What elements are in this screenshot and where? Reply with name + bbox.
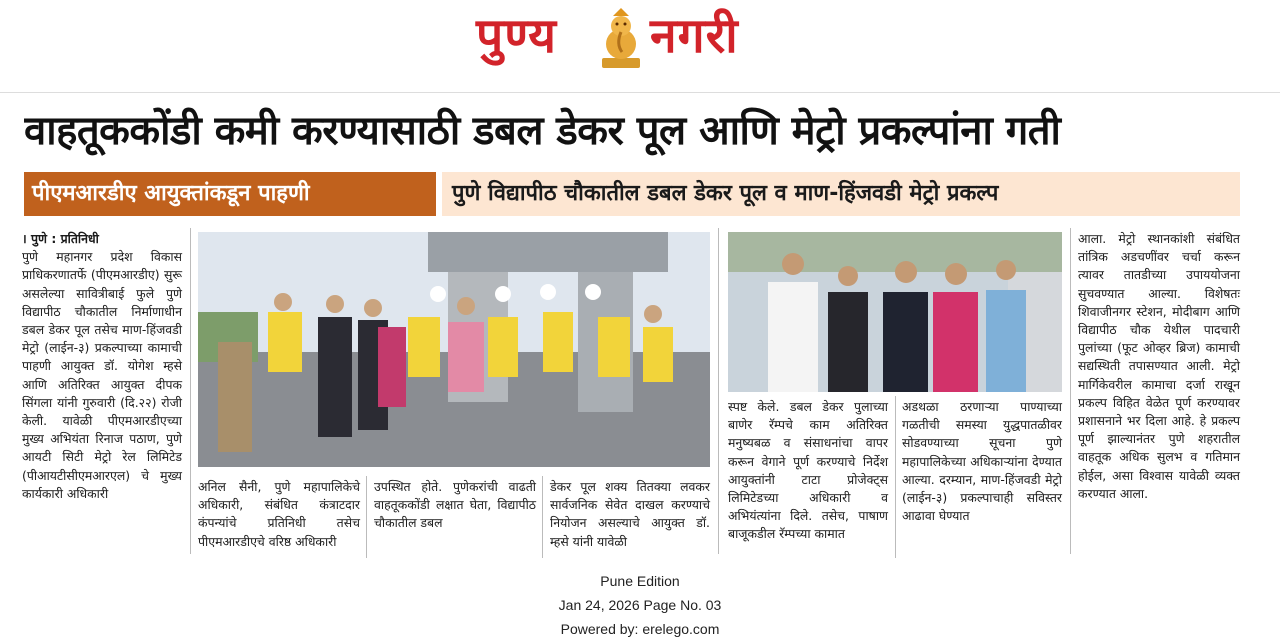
logo-text-right: नगरी: [650, 8, 739, 64]
article-column-3: [374, 478, 536, 558]
article-column-1: [22, 230, 182, 550]
headline: वाहतूककोंडी कमी करण्यासाठी डबल डेकर पूल आणि मेट्रो प्रकल्पांना गती: [24, 108, 1061, 154]
masthead: [0, 0, 1280, 80]
column-divider: [366, 476, 367, 558]
article-col6-text: अडथळा ठरणाऱ्या पाण्याच्या गळतीची समस्या युद्धपातळीवर सोडवण्याच्या सूचना पुणे महापालिकेच्या अधिकाऱ्यांना देण्यात आल्या. दरम्यान, माण-हिंजवडी मेट्रो (लाईन-३) प्रकल्पाचाही सविस्तर आढावा घेण्यात: [902, 399, 1062, 524]
article-column-2: [198, 478, 360, 558]
article-column-7: [1078, 230, 1240, 556]
article-dateline: । पुणे : प्रतिनिधी: [22, 231, 99, 246]
photo-site-inspection-bridge: [198, 232, 710, 467]
kicker-left: पीएमआरडीए आयुक्तांकडून पाहणी: [24, 172, 436, 216]
column-divider: [542, 476, 543, 558]
newspaper-logo: [470, 2, 810, 76]
article-col7-text: आला. मेट्रो स्थानकांशी संबंधित तांत्रिक अडचणींवर चर्चा करून त्यावर तातडीच्या उपाययोजना सुचवण्यात आल्या. विशेषतः शिवाजीनगर स्टेशन, मोदीबाग आणि विद्यापीठ चौक येथील पादचारी पुलांच्या (फूट ओव्हर ब्रिज) कामाची सद्यस्थिती तपासण्यात आली. मेट्रो मार्गिकेवरील कामाचा दर्जा राखून प्रकल्प विहित वेळेत पूर्ण करण्यावर प्रशासनाने भर दिला आहे. हे प्रकल्प पूर्ण झाल्यानंतर पुणे शहरातील वाहतूक अधिक सुलभ व गतिमान होईल, असा विश्वास यावेळी व्यक्त करण्यात आला.: [1078, 231, 1240, 501]
footer-powered-by: Powered by: erelego.com: [560, 621, 720, 637]
column-divider: [1070, 228, 1071, 554]
article-column-4: [550, 478, 710, 558]
footer-edition: Pune Edition: [600, 573, 680, 589]
logo-text-left: पुण्य: [476, 8, 557, 64]
article-col2-text: अनिल सैनी, पुणे महापालिकेचे अधिकारी, संबंधित कंत्राटदार कंपन्यांचे प्रतिनिधी तसेच पीएमआरडीएचे वरिष्ठ अधिकारी: [198, 479, 360, 549]
ganesha-emblem-icon: [598, 6, 644, 72]
footer-date-page: Jan 24, 2026 Page No. 03: [558, 597, 722, 613]
article-col1-text: पुणे महानगर प्रदेश विकास प्राधिकरणातर्फे (पीएमआरडीए) सुरू असलेल्या सावित्रीबाई फुले पुणे विद्यापीठ चौकातील निर्माणाधीन डबल डेकर पूल तसेच माण-हिंजवडी मेट्रो (लाईन-३) प्रकल्पाच्या कामाची पाहणी आयुक्त डॉ. योगेश म्हसे आणि अतिरिक्त आयुक्त दीपक सिंगला यांनी गुरुवारी (दि.२२) रोजी केली. यावेळी पीएमआरडीएच्या मुख्य अभियंता रिनाज पठाण, पुणे आयटी सिटी मेट्रो रेल लिमिटेड (पीआयटीसीएमआरएल) चे मुख्य कार्यकारी अधिकारी: [22, 249, 182, 501]
kicker-row: [24, 172, 1240, 216]
clip-divider: [0, 92, 1280, 93]
column-divider: [895, 396, 896, 558]
column-divider: [718, 228, 719, 554]
article-col3-text: उपस्थित होते. पुणेकरांची वाढती वाहतूककोंडी लक्षात घेता, विद्यापीठ चौकातील डबल: [374, 479, 536, 531]
article-column-5: [728, 398, 888, 558]
article-col4-text: डेकर पूल शक्य तितक्या लवकर सार्वजनिक सेवेत दाखल करण्याचे नियोजन असल्याचे आयुक्त डॉ. म्हसे यांनी यावेळी: [550, 479, 710, 549]
column-divider: [190, 228, 191, 554]
kicker-right: पुणे विद्यापीठ चौकातील डबल डेकर पूल व माण-हिंजवडी मेट्रो प्रकल्प: [442, 172, 1240, 216]
article-column-6: [902, 398, 1062, 558]
article-col5-text: स्पष्ट केले. डबल डेकर पुलाच्या बाणेर रॅम्पचे काम अतिरिक्त मनुष्यबळ व संसाधनांचा वापर करून वेगाने पूर्ण करण्याचे निर्देश आयुक्तांनी टाटा प्रोजेक्ट्स लिमिटेडच्या अधिकारी व अभियंत्यांना दिले. तसेच, पाषाण बाजूकडील रॅम्पच्या कामात: [728, 399, 888, 542]
photo-officials-discussion: [728, 232, 1062, 392]
